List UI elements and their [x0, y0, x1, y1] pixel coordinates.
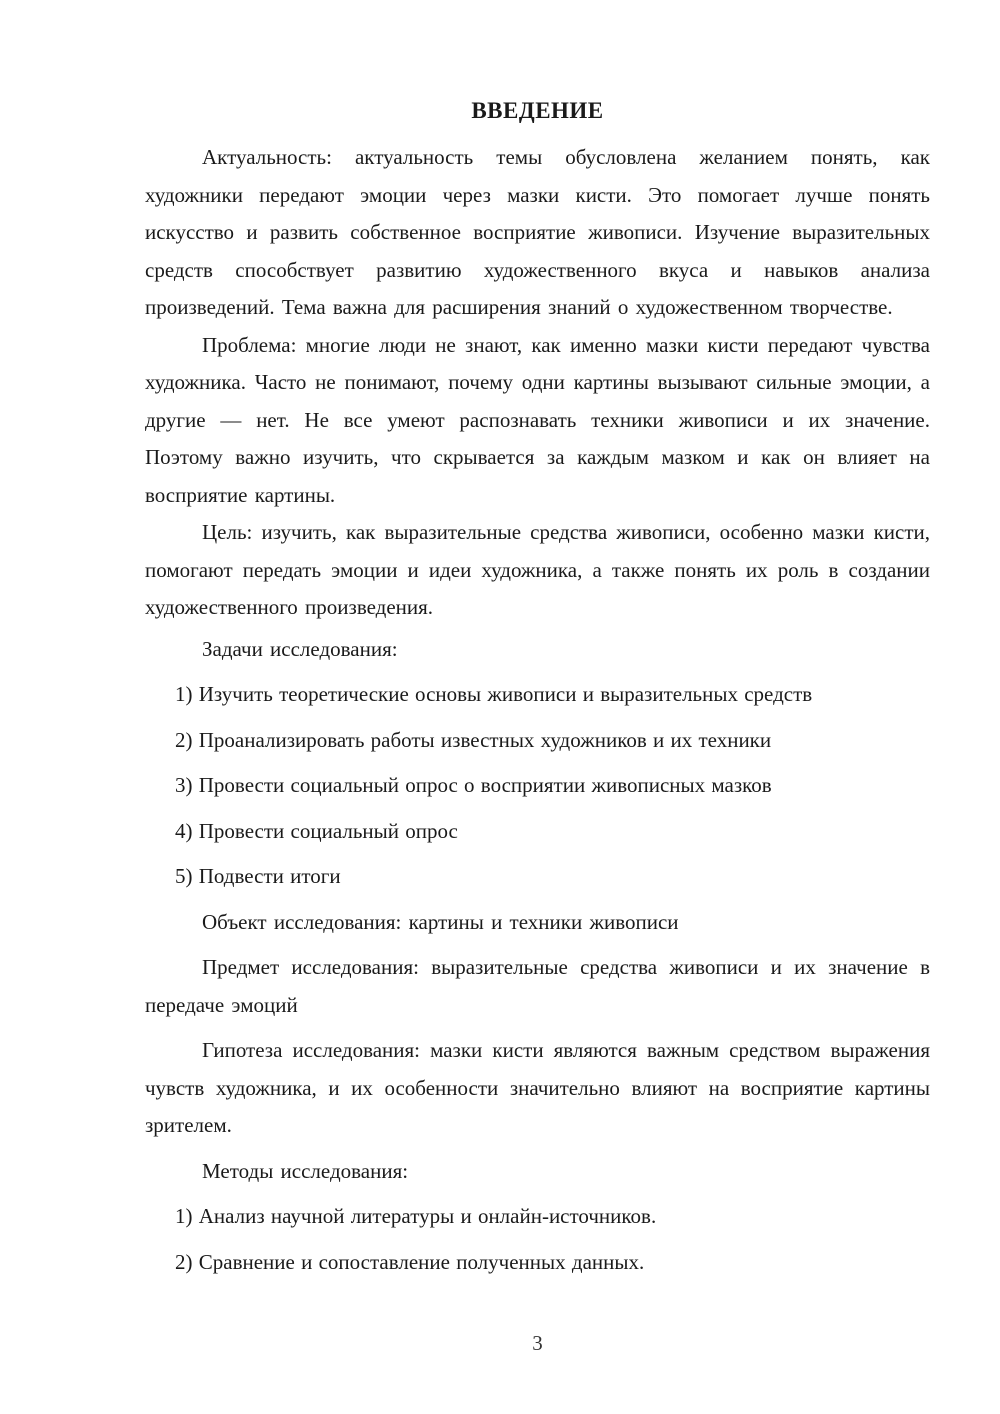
paragraph-subject: Предмет исследования: выразительные средства живописи и их значение в передаче эмоций [145, 955, 930, 1017]
paragraph-relevance: Актуальность: актуальность темы обусловлена желанием понять, как художники передают эмоции через мазки кисти. Это помогает лучше понять искусство и развить собственное восприятие живописи. Изучение выразительных средств способствует развитию художественного вкуса и навыков анализа произведений. Тема важна для расширения знаний о художественном творчестве. [145, 145, 930, 319]
method-item-2: 2) Сравнение и сопоставление полученных данных. [175, 1249, 645, 1274]
task-item-5: 5) Подвести итоги [175, 864, 341, 888]
task-item-2: 2) Проанализировать работы известных художников и их техники [175, 727, 772, 752]
methods-heading: Методы исследования: [202, 1158, 409, 1183]
paragraph-goal: Цель: изучить, как выразительные средства живописи, особенно мазки кисти, помогают передать эмоции и идеи художника, а также понять их роль в создании художественного произведения. [145, 520, 930, 619]
paragraph-object: Объект исследования: картины и техники живописи [202, 909, 679, 934]
paragraph-hypothesis: Гипотеза исследования: мазки кисти являются важным средством выражения чувств художника, и их особенности значительно влияют на восприятие картины зрителем. [145, 1038, 930, 1137]
page-title: ВВЕДЕНИЕ [471, 98, 604, 123]
tasks-heading: Задачи исследования: [202, 636, 398, 661]
paragraph-problem: Проблема: многие люди не знают, как именно мазки кисти передают чувства художника. Часто не понимают, почему одни картины вызывают сильные эмоции, а другие — нет. Не все умеют распознавать техники живописи и их значение. Поэтому важно изучить, что скрывается за каждым мазком и как он влияет на восприятие картины. [145, 332, 930, 507]
method-item-1: 1) Анализ научной литературы и онлайн-источников. [175, 1204, 657, 1228]
task-item-3: 3) Провести социальный опрос о восприятии живописных мазков [175, 773, 772, 797]
task-item-1: 1) Изучить теоретические основы живописи и выразительных средств [175, 682, 813, 706]
page-number: 3 [532, 1331, 543, 1355]
task-item-4: 4) Провести социальный опрос [175, 818, 458, 843]
